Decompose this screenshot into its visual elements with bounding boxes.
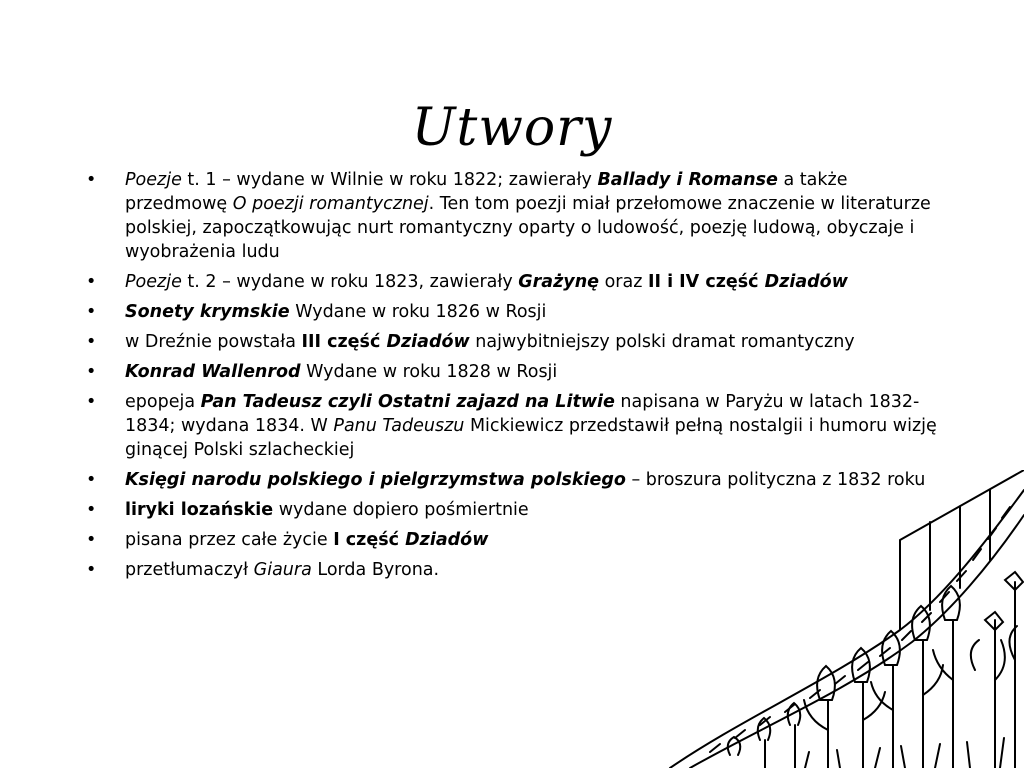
- text-run: Dziadów: [764, 272, 848, 292]
- text-run: Pan Tadeusz czyli Ostatni zajazd na Litwie: [200, 392, 615, 412]
- text-run: a także przedmowę: [125, 170, 848, 214]
- text-run: Mickiewicz przedstawił pełną nostalgii i humoru wizję ginącej Polski szlacheckiej: [125, 416, 937, 460]
- text-run: liryki lozańskie: [125, 500, 274, 520]
- text-run: w Dreźnie powstała: [125, 332, 302, 352]
- text-run: epopeja: [125, 392, 201, 412]
- text-run: II i IV część: [647, 272, 765, 292]
- list-item: [86, 330, 946, 354]
- text-run: Dziadów: [386, 332, 470, 352]
- text-run: Giaura: [253, 560, 312, 580]
- text-run: I część: [333, 530, 406, 550]
- text-run: Księgi narodu polskiego i pielgrzymstwa polskiego: [125, 470, 626, 490]
- text-run: Poezje: [125, 272, 182, 292]
- text-run: Wydane w roku 1826 w Rosji: [289, 302, 547, 322]
- list-item: [86, 300, 946, 324]
- text-run: . Ten tom poezji miał przełomowe znaczenie w literaturze polskiej, zapoczątkowując nurt romantyczny oparty o ludowość, poezję ludową, obyczaje i wyobrażenia ludu: [125, 194, 931, 262]
- slide-title: Utwory: [411, 98, 613, 158]
- text-run: pisana przez całe życie: [125, 530, 334, 550]
- list-item: [86, 390, 946, 462]
- text-run: Wydane w roku 1828 w Rosji: [300, 362, 558, 382]
- list-item: [86, 168, 946, 264]
- flower-garden-illustration-icon: [600, 470, 1024, 768]
- text-run: napisana w Paryżu w latach 1832-1834; wydana 1834. W: [125, 392, 920, 436]
- text-run: Dziadów: [405, 530, 489, 550]
- text-run: Grażynę: [518, 272, 600, 292]
- text-run: przetłumaczył: [125, 560, 254, 580]
- text-run: najwybitniejszy polski dramat romantyczny: [469, 332, 855, 352]
- text-run: Sonety krymskie: [125, 302, 290, 322]
- text-run: Ballady i Romanse: [597, 170, 778, 190]
- text-run: Lorda Byrona.: [311, 560, 440, 580]
- text-run: O poezji romantycznej: [232, 194, 429, 214]
- text-run: t. 1 – wydane w Wilnie w roku 1822; zawierały: [181, 170, 598, 190]
- text-run: – broszura polityczna z 1832 roku: [625, 470, 926, 490]
- text-run: oraz: [599, 272, 648, 292]
- text-run: Konrad Wallenrod: [125, 362, 301, 382]
- text-run: III część: [301, 332, 387, 352]
- list-item: [86, 270, 946, 294]
- text-run: wydane dopiero pośmiertnie: [273, 500, 529, 520]
- list-item: [86, 360, 946, 384]
- text-run: Panu Tadeuszu: [333, 416, 465, 436]
- text-run: Poezje: [125, 170, 182, 190]
- text-run: t. 2 – wydane w roku 1823, zawierały: [181, 272, 519, 292]
